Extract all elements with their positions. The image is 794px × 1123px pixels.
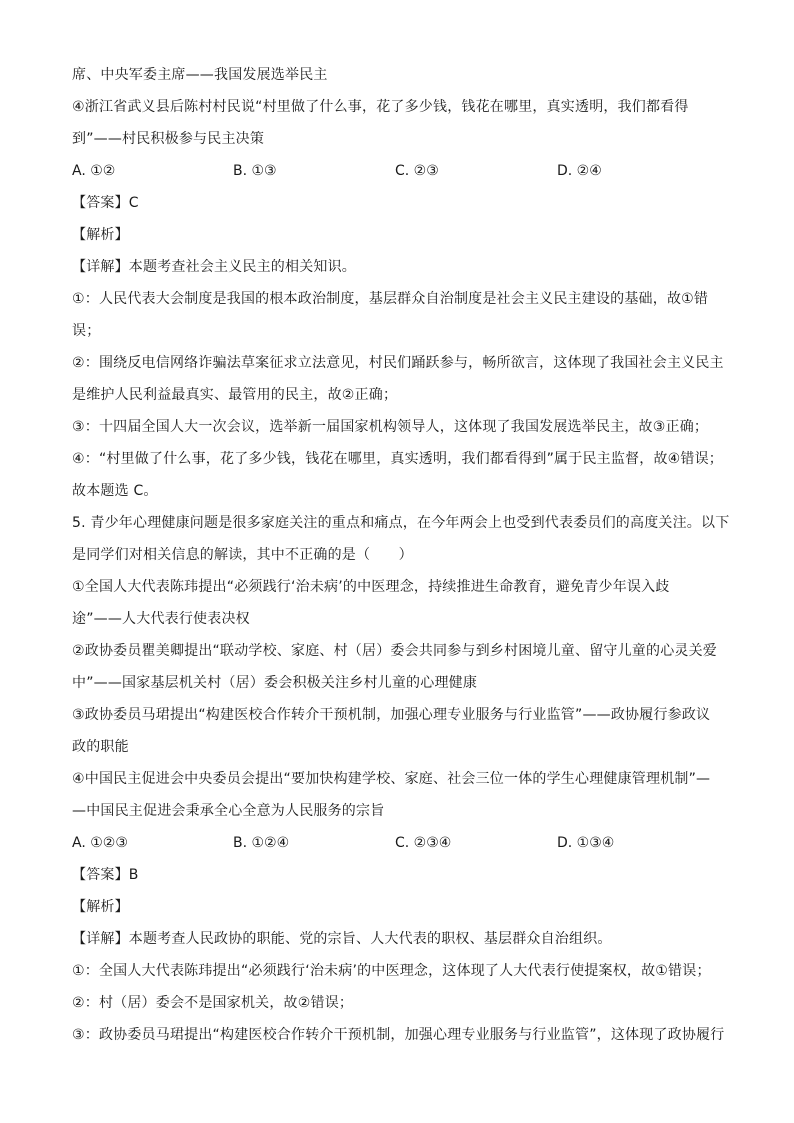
q4-detail-2: ①：人民代表大会制度是我国的根本政治制度，基层群众自治制度是社会主义民主建设的基础，故①错 xyxy=(72,291,709,307)
q4-option-c: C. ②③ xyxy=(395,163,439,179)
q5-line-3: ①全国人大代表陈玮提出“必须践行‘治未病’的中医理念，持续推进生命教育，避免青少年误入歧 xyxy=(72,579,670,595)
q4-line-1: 席、中央军委主席——我国发展选举民主 xyxy=(72,67,328,83)
q4-option-a: A. ①② xyxy=(72,163,116,179)
q5-line-5: ②政协委员瞿美卿提出“联动学校、家庭、村（居）委会共同参与到乡村困境儿童、留守儿童的心灵关爱 xyxy=(72,643,718,659)
q5-answer: 【答案】B xyxy=(72,867,139,883)
q5-option-b: B. ①②④ xyxy=(233,835,290,851)
q5-line-4: 途”——人大代表行使表决权 xyxy=(72,611,250,627)
q5-analysis-heading: 【解析】 xyxy=(72,899,129,915)
q5-line-7: ③政协委员马珺提出“构建医校合作转介干预机制，加强心理专业服务与行业监管”——政协履行参政议 xyxy=(72,707,711,723)
q5-line-6: 中”——国家基层机关村（居）委会积极关注乡村儿童的心理健康 xyxy=(72,675,478,691)
q4-option-d: D. ②④ xyxy=(557,163,602,179)
q5-line-8: 政的职能 xyxy=(72,739,129,755)
q4-detail-5: 是维护人民利益最真实、最管用的民主，故②正确； xyxy=(72,387,398,403)
q5-line-10: —中国民主促进会秉承全心全意为人民服务的宗旨 xyxy=(72,803,385,819)
q4-detail-8: 故本题选 C。 xyxy=(72,483,158,499)
q5-detail-3: ②：村（居）委会不是国家机关，故②错误； xyxy=(72,995,354,1011)
q4-line-3: 到”——村民积极参与民主决策 xyxy=(72,131,265,147)
q4-option-b: B. ①③ xyxy=(233,163,277,179)
q4-detail-3: 误； xyxy=(72,323,101,339)
q5-option-c: C. ②③④ xyxy=(395,835,452,851)
q4-detail-7: ④：“村里做了什么事，花了多少钱，钱花在哪里，真实透明，我们都看得到”属于民主监督，故④错误； xyxy=(72,451,724,467)
q5-line-9: ④中国民主促进会中央委员会提出“要加快构建学校、家庭、社会三位一体的学生心理健康管理机制”— xyxy=(72,771,711,787)
q4-line-2: ④浙江省武义县后陈村村民说“村里做了什么事，花了多少钱，钱花在哪里，真实透明，我们都看得 xyxy=(72,99,689,115)
q5-option-d: D. ①③④ xyxy=(557,835,615,851)
q4-detail-1: 【详解】本题考查社会主义民主的相关知识。 xyxy=(72,259,356,275)
q4-answer: 【答案】C xyxy=(72,195,139,211)
q4-detail-6: ③：十四届全国人大一次会议，选举新一届国家机构领导人，这体现了我国发展选举民主，故③正确； xyxy=(72,419,709,435)
q5-stem-1: 5. 青少年心理健康问题是很多家庭关注的重点和痛点，在今年两会上也受到代表委员们的高度关注。以下 xyxy=(72,515,730,531)
q5-detail-1: 【详解】本题考查人民政协的职能、党的宗旨、人大代表的职权、基层群众自治组织。 xyxy=(72,931,612,947)
q5-detail-2: ①：全国人大代表陈玮提出“必须践行‘治未病’的中医理念，这体现了人大代表行使提案权，故①错误； xyxy=(72,963,711,979)
q5-detail-4: ③：政协委员马珺提出“构建医校合作转介干预机制，加强心理专业服务与行业监管”，这体现了政协履行 xyxy=(72,1027,725,1043)
q5-stem-2: 是同学们对相关信息的解读，其中不正确的是（ ） xyxy=(72,547,413,563)
q4-detail-4: ②：围绕反电信网络诈骗法草案征求立法意见，村民们踊跃参与，畅所欲言，这体现了我国社会主义民主 xyxy=(72,355,724,371)
q5-option-a: A. ①②③ xyxy=(72,835,128,851)
q4-analysis-heading: 【解析】 xyxy=(72,227,129,243)
